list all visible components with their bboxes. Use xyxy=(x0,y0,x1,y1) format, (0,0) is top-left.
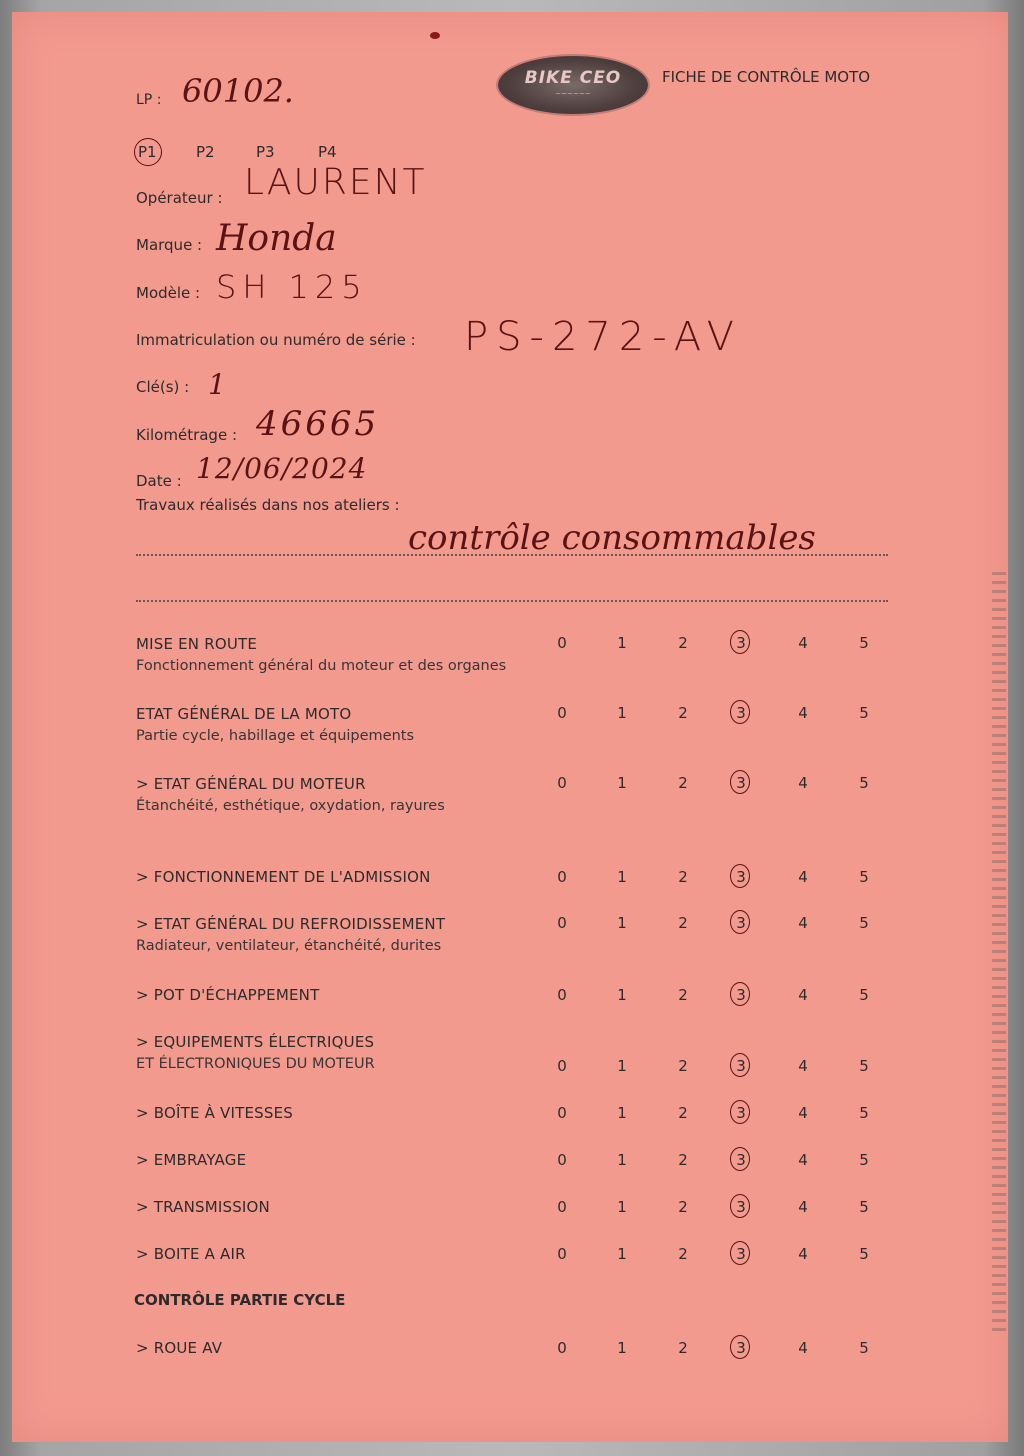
works-label: Travaux réalisés dans nos ateliers : xyxy=(136,496,400,514)
check-score-circle-5 xyxy=(730,982,750,1006)
works-value: contrôle consommables xyxy=(408,518,816,558)
check-score-9-0[interactable]: 0 xyxy=(557,1198,567,1216)
brand-label: Marque : xyxy=(136,236,203,254)
check-score-circle-1 xyxy=(730,700,750,724)
date-value: 12/06/2024 xyxy=(196,452,368,485)
control-sheet xyxy=(12,12,1008,1442)
check-score-8-4[interactable]: 4 xyxy=(798,1151,808,1169)
lp-value: 60102. xyxy=(182,72,294,110)
check-score-10-1[interactable]: 1 xyxy=(617,1245,627,1263)
check-score-2-3[interactable]: 3 xyxy=(736,774,746,792)
check-title-10: > BOITE A AIR xyxy=(136,1245,246,1263)
check-score-4-3[interactable]: 3 xyxy=(736,914,746,932)
check-score-0-1[interactable]: 1 xyxy=(617,634,627,652)
check-score-9-3[interactable]: 3 xyxy=(736,1198,746,1216)
check-score-5-1[interactable]: 1 xyxy=(617,986,627,1004)
mileage-value: 46665 xyxy=(256,404,380,444)
check-score-6-4[interactable]: 4 xyxy=(798,1057,808,1075)
check-score-5-0[interactable]: 0 xyxy=(557,986,567,1004)
operator-value: LAURENT xyxy=(244,162,427,203)
check-score-8-5[interactable]: 5 xyxy=(859,1151,869,1169)
cycle-check-score-0-4[interactable]: 4 xyxy=(798,1339,808,1357)
position-p2: P2 xyxy=(196,143,215,161)
check-score-circle-3 xyxy=(730,864,750,888)
check-score-9-1[interactable]: 1 xyxy=(617,1198,627,1216)
check-score-0-5[interactable]: 5 xyxy=(859,634,869,652)
check-score-2-1[interactable]: 1 xyxy=(617,774,627,792)
date-label: Date : xyxy=(136,472,182,490)
check-score-1-5[interactable]: 5 xyxy=(859,704,869,722)
check-score-3-1[interactable]: 1 xyxy=(617,868,627,886)
check-title-5: > POT D'ÉCHAPPEMENT xyxy=(136,986,320,1004)
check-score-circle-7 xyxy=(730,1100,750,1124)
check-score-8-3[interactable]: 3 xyxy=(736,1151,746,1169)
check-score-7-1[interactable]: 1 xyxy=(617,1104,627,1122)
logo-tagline: ~~~~~~ xyxy=(555,90,591,98)
sleeve-perforation xyxy=(992,572,1006,1332)
check-score-2-5[interactable]: 5 xyxy=(859,774,869,792)
check-score-circle-6 xyxy=(730,1053,750,1077)
bike-ceo-logo xyxy=(498,56,648,114)
model-value: SH 125 xyxy=(216,268,368,306)
check-score-3-2[interactable]: 2 xyxy=(678,868,688,886)
cycle-check-score-0-0[interactable]: 0 xyxy=(557,1339,567,1357)
check-score-0-0[interactable]: 0 xyxy=(557,634,567,652)
check-title-2: > ETAT GÉNÉRAL DU MOTEUR xyxy=(136,775,366,793)
check-score-7-0[interactable]: 0 xyxy=(557,1104,567,1122)
cycle-check-score-0-5[interactable]: 5 xyxy=(859,1339,869,1357)
check-score-2-4[interactable]: 4 xyxy=(798,774,808,792)
check-score-circle-4 xyxy=(730,910,750,934)
operator-label: Opérateur : xyxy=(136,189,223,207)
check-score-3-0[interactable]: 0 xyxy=(557,868,567,886)
position-p1: P1 xyxy=(138,143,157,161)
brand-value: Honda xyxy=(216,218,337,259)
check-score-5-4[interactable]: 4 xyxy=(798,986,808,1004)
section-cycle-title: CONTRÔLE PARTIE CYCLE xyxy=(134,1291,346,1309)
cycle-check-score-circle-0 xyxy=(730,1335,750,1359)
check-subtitle-1: Partie cycle, habillage et équipements xyxy=(136,728,415,744)
check-subtitle-6: ET ÉLECTRONIQUES DU MOTEUR xyxy=(136,1056,375,1072)
check-score-4-0[interactable]: 0 xyxy=(557,914,567,932)
model-label: Modèle : xyxy=(136,284,201,302)
mileage-label: Kilométrage : xyxy=(136,426,238,444)
check-score-10-2[interactable]: 2 xyxy=(678,1245,688,1263)
check-score-1-0[interactable]: 0 xyxy=(557,704,567,722)
check-score-6-2[interactable]: 2 xyxy=(678,1057,688,1075)
ink-spot xyxy=(430,32,440,39)
check-score-circle-0 xyxy=(730,630,750,654)
check-score-7-2[interactable]: 2 xyxy=(678,1104,688,1122)
check-score-0-4[interactable]: 4 xyxy=(798,634,808,652)
check-subtitle-2: Étanchéité, esthétique, oxydation, rayures xyxy=(136,798,445,814)
check-score-5-3[interactable]: 3 xyxy=(736,986,746,1004)
check-score-4-2[interactable]: 2 xyxy=(678,914,688,932)
check-score-circle-8 xyxy=(730,1147,750,1171)
sheet-title: FICHE DE CONTRÔLE MOTO xyxy=(662,68,871,86)
check-score-2-2[interactable]: 2 xyxy=(678,774,688,792)
keys-value: 1 xyxy=(208,368,226,401)
registration-label: Immatriculation ou numéro de série : xyxy=(136,331,416,349)
position-p3: P3 xyxy=(256,143,275,161)
works-line-1 xyxy=(136,554,888,556)
check-score-10-0[interactable]: 0 xyxy=(557,1245,567,1263)
check-score-5-5[interactable]: 5 xyxy=(859,986,869,1004)
check-title-4: > ETAT GÉNÉRAL DU REFROIDISSEMENT xyxy=(136,915,446,933)
cycle-check-score-0-3[interactable]: 3 xyxy=(736,1339,746,1357)
check-score-10-5[interactable]: 5 xyxy=(859,1245,869,1263)
position-selected-circle xyxy=(134,138,162,166)
check-score-2-0[interactable]: 0 xyxy=(557,774,567,792)
check-score-7-3[interactable]: 3 xyxy=(736,1104,746,1122)
check-title-9: > TRANSMISSION xyxy=(136,1198,270,1216)
check-score-10-4[interactable]: 4 xyxy=(798,1245,808,1263)
check-score-3-5[interactable]: 5 xyxy=(859,868,869,886)
check-title-1: ETAT GÉNÉRAL DE LA MOTO xyxy=(136,705,352,723)
check-score-6-0[interactable]: 0 xyxy=(557,1057,567,1075)
check-score-circle-2 xyxy=(730,770,750,794)
keys-label: Clé(s) : xyxy=(136,378,190,396)
check-score-circle-9 xyxy=(730,1194,750,1218)
check-subtitle-4: Radiateur, ventilateur, étanchéité, durites xyxy=(136,938,442,954)
logo-text: BIKE CEO xyxy=(524,68,622,88)
check-score-4-1[interactable]: 1 xyxy=(617,914,627,932)
check-score-8-1[interactable]: 1 xyxy=(617,1151,627,1169)
check-score-6-1[interactable]: 1 xyxy=(617,1057,627,1075)
check-score-6-3[interactable]: 3 xyxy=(736,1057,746,1075)
check-score-1-2[interactable]: 2 xyxy=(678,704,688,722)
registration-value: PS-272-AV xyxy=(464,314,743,360)
lp-label: LP : xyxy=(136,92,162,108)
check-score-8-2[interactable]: 2 xyxy=(678,1151,688,1169)
check-score-3-4[interactable]: 4 xyxy=(798,868,808,886)
check-score-4-5[interactable]: 5 xyxy=(859,914,869,932)
check-score-6-5[interactable]: 5 xyxy=(859,1057,869,1075)
cycle-check-title-0: > ROUE AV xyxy=(136,1339,223,1357)
cycle-check-score-0-1[interactable]: 1 xyxy=(617,1339,627,1357)
check-subtitle-0: Fonctionnement général du moteur et des organes xyxy=(136,658,507,674)
check-score-1-4[interactable]: 4 xyxy=(798,704,808,722)
check-score-9-5[interactable]: 5 xyxy=(859,1198,869,1216)
check-title-3: > FONCTIONNEMENT DE L'ADMISSION xyxy=(136,868,431,886)
check-score-circle-10 xyxy=(730,1241,750,1265)
check-title-0: MISE EN ROUTE xyxy=(136,635,258,653)
check-score-9-2[interactable]: 2 xyxy=(678,1198,688,1216)
check-title-8: > EMBRAYAGE xyxy=(136,1151,247,1169)
cycle-check-score-0-2[interactable]: 2 xyxy=(678,1339,688,1357)
check-score-8-0[interactable]: 0 xyxy=(557,1151,567,1169)
check-score-0-2[interactable]: 2 xyxy=(678,634,688,652)
check-title-6: > EQUIPEMENTS ÉLECTRIQUES xyxy=(136,1033,375,1051)
check-score-4-4[interactable]: 4 xyxy=(798,914,808,932)
check-score-7-5[interactable]: 5 xyxy=(859,1104,869,1122)
check-score-1-1[interactable]: 1 xyxy=(617,704,627,722)
check-score-0-3[interactable]: 3 xyxy=(736,634,746,652)
check-score-1-3[interactable]: 3 xyxy=(736,704,746,722)
works-line-2 xyxy=(136,600,888,602)
check-score-9-4[interactable]: 4 xyxy=(798,1198,808,1216)
check-score-3-3[interactable]: 3 xyxy=(736,868,746,886)
position-p4: P4 xyxy=(318,143,337,161)
check-score-10-3[interactable]: 3 xyxy=(736,1245,746,1263)
check-score-7-4[interactable]: 4 xyxy=(798,1104,808,1122)
check-score-5-2[interactable]: 2 xyxy=(678,986,688,1004)
check-title-7: > BOÎTE À VITESSES xyxy=(136,1104,293,1122)
